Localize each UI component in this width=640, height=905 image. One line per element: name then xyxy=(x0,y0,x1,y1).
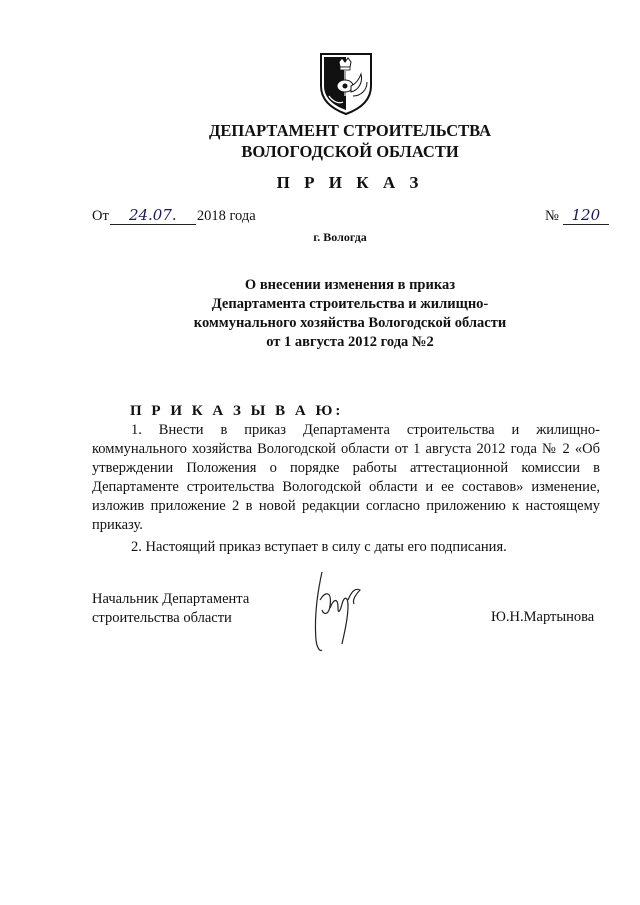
handwritten-number: 120 xyxy=(563,206,609,225)
order-number-field xyxy=(545,206,609,225)
handwritten-date: 24.07. xyxy=(110,206,196,225)
order-subject xyxy=(140,276,560,352)
date-prefix: От xyxy=(92,208,109,224)
order-body xyxy=(92,421,600,557)
signatory-title xyxy=(92,590,249,628)
department-line-1: ДЕПАРТАМЕНТ СТРОИТЕЛЬСТВА xyxy=(209,121,491,140)
coat-of-arms-icon xyxy=(317,52,375,116)
document-type-title: П Р И К А З xyxy=(276,173,424,192)
handwritten-signature-icon xyxy=(300,560,380,660)
signatory-name: Ю.Н.Мартынова xyxy=(491,609,595,625)
subject-line-1: О внесении изменения в приказ xyxy=(244,277,456,293)
order-heading: П Р И К А З Ы В А Ю: xyxy=(130,403,344,419)
department-line-2: ВОЛОГОДСКОЙ ОБЛАСТИ xyxy=(241,142,459,161)
signatory-title-line-1: Начальник Департамента xyxy=(92,591,250,607)
subject-line-3: коммунального хозяйства Вологодской области xyxy=(193,315,507,331)
subject-line-2: Департамента строительства и жилищно- xyxy=(211,296,489,312)
signatory-title-line-2: строительства области xyxy=(92,610,232,626)
subject-line-4: от 1 августа 2012 года №2 xyxy=(266,334,434,350)
paragraph-2: 2. Настоящий приказ вступает в силу с даты его подписания. xyxy=(131,539,507,555)
number-label: № xyxy=(545,208,559,224)
date-field xyxy=(92,206,256,225)
paragraph-1: 1. Внести в приказ Департамента строительства и жилищно-коммунального хозяйства Вологодской области от 1 августа 2012 года № 2 «Об утверждении Положения о порядке работы аттестационной комиссии в Департаменте строительства Вологодской области и ее составов» изменение, изложив приложение 2 в новой редакции согласно приложению к настоящему приказу. xyxy=(92,422,600,533)
city: г. Вологда xyxy=(313,230,367,244)
date-suffix: 2018 года xyxy=(196,208,256,224)
department-name xyxy=(150,120,550,162)
